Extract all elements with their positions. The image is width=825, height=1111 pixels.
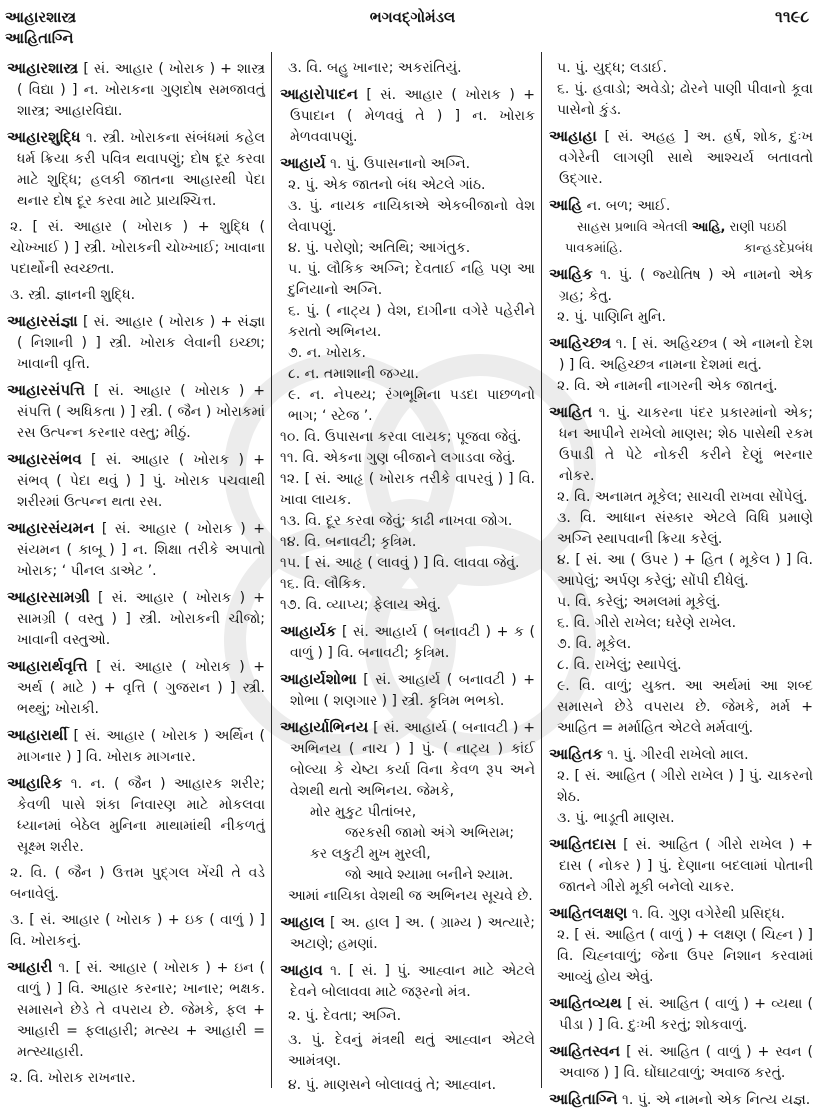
book-title: ભગવદ્ગોમંડલ bbox=[369, 8, 456, 26]
sense: ૯. ન. નેપથ્ય; રંગભૂમિના પડદા પાછળનો ભાગ; ‘ સ્ટેજ ’. bbox=[288, 387, 535, 424]
headword: આહારસંયમન bbox=[7, 519, 95, 537]
sense: ૨. વિ. એ નામની નાગરની એક જાતનું. bbox=[557, 378, 778, 394]
sense: ૪. પું. પરોણો; અતિથિ; આગંતુક. bbox=[288, 240, 471, 256]
verse-line: જરકસી જામો અંગે અભિરામ; bbox=[345, 825, 515, 841]
citation-text: સાહસ પ્રભાવિ એતલી bbox=[577, 220, 688, 235]
sense: ૧. સ્ત્રી. ખોરાકના સંબંધમાં કહેલ ધર્મ ક્રિયા કરી પવિત્ર થવાપણું; દોષ દૂર કરવા માટે શુદ્ધિ; હલકી જાતના આહારથી પેદા થનાર દોષ દૂર કરવા માટે પ્રાયશ્ચિત્ત. bbox=[17, 130, 265, 209]
entry-line bbox=[549, 993, 813, 1036]
sense: ૩. પું. દેવનું મંત્રથી થતું આહ્વાન એટલે આમંત્રણ. bbox=[288, 1032, 535, 1069]
sense: [ અ. હાલ ] અ. ( ગ્રામ્ય ) અત્યારે; અટાણે; હમણાં. bbox=[290, 915, 535, 952]
entry-line bbox=[549, 903, 813, 925]
entry-line bbox=[7, 58, 265, 122]
sense: [ સં. આહાર્ય ( બનાવટી ) + શોભા ( શણગાર ) ] સ્ત્રી. કૃત્રિમ ભભકો. bbox=[290, 672, 536, 709]
verse-note: આમાં નાયિકા વેશથી જ અભિનય સૂચવે છે. bbox=[288, 888, 533, 904]
dictionary-entry bbox=[549, 993, 813, 1036]
verse-line: કર લકુટી મુખ મુરલી, bbox=[310, 846, 431, 862]
sense: ૩. વિ. બહુ ખાનાર; અકરાંતિયું. bbox=[288, 60, 462, 76]
dictionary-entry bbox=[549, 264, 813, 328]
headword: આહારશુદ્ધિ bbox=[7, 128, 81, 146]
dictionary-entry bbox=[7, 449, 265, 513]
entry-line bbox=[549, 834, 813, 898]
entry-line bbox=[7, 311, 265, 375]
sense: ૧. પું. ચાકરના પંદર પ્રકારમાંનો એક; ધન આપીને રાખેલો માણસ; શેઠ પાસેથી રકમ ઉપાડી તે પેટે નોકરી કરીને દેણું ભરનાર નોકર. bbox=[559, 405, 813, 484]
dictionary-entry bbox=[549, 834, 813, 898]
sense: ૫. વિ. કરેલું; અમલમાં મૂકેલું. bbox=[557, 594, 721, 610]
sense: ૨. પું. એક જાતનો બંધ એટલે ગાંઠ. bbox=[288, 177, 486, 193]
verse-line: જો આવે શ્યામા બનીને શ્યામ. bbox=[345, 867, 514, 883]
headword: આહાર્યાભિનય bbox=[280, 718, 369, 736]
dictionary-entry bbox=[280, 960, 535, 1096]
entry-line bbox=[280, 960, 535, 1003]
entry-line bbox=[280, 84, 535, 148]
headword: આહિતસ્વન bbox=[549, 1042, 621, 1060]
guide-word-last: આહિતાગ્નિ bbox=[5, 29, 74, 47]
dictionary-entry bbox=[7, 656, 265, 720]
sense: [ સં. આહિત ( વાળું ) + વ્યથા ( પીડા ) ] વિ. દુઃખી કરતું; શોકવાળું. bbox=[559, 996, 814, 1033]
sense: ૨. [ સં. આહિત ( ગીરો રાખેલ ) ] પું. ચાકરનો શેઠ. bbox=[557, 768, 813, 805]
sense: [ સં. આહાર ( ખોરાક ) + અર્થ ( માટે ) + વૃત્તિ ( ગુજરાન ) ] સ્ત્રી. ભથ્થું; ખોરાકી. bbox=[17, 659, 265, 717]
dictionary-entry bbox=[549, 402, 813, 739]
sense: ૩. વિ. આધાન સંસ્કાર એટલે વિધિ પ્રમાણે અગ્નિ સ્થાપવાની ક્રિયા કરેલું. bbox=[557, 510, 813, 547]
citation-text: પાવકમાંહિ. bbox=[565, 241, 623, 256]
sense: ૪. પું. માણસને બોલાવવું તે; આહ્વાન. bbox=[288, 1077, 497, 1093]
sense: [ સં. આહાર ( ખોરાક ) + સામગ્રી ( વસ્તુ ) ] સ્ત્રી. ખોરાકની ચીજો; ખાવાની વસ્તુઓ. bbox=[17, 590, 265, 648]
dictionary-entry bbox=[280, 621, 535, 664]
sense: ૨. વિ. અનામત મૂકેલ; સાચવી રાખવા સોંપેલું. bbox=[557, 489, 808, 505]
headword: આહારસામગ્રી bbox=[7, 588, 90, 606]
sense: ૯. વિ. વાળું; યુક્ત. આ અર્થમાં આ શબ્દ સમાસને છેડે વપરાય છે. જેમકે, મર્મ + આહિત = મર્માહિત એટલે મર્મવાળું. bbox=[557, 678, 813, 736]
entry-line bbox=[7, 127, 265, 212]
headword: આહિ bbox=[549, 196, 583, 214]
sense: ૧. પું. ગીરવી રાખેલો માલ. bbox=[607, 747, 749, 763]
dictionary-entry bbox=[549, 333, 813, 397]
entry-line bbox=[549, 1041, 813, 1084]
dictionary-entry bbox=[7, 127, 265, 306]
dictionary-entry bbox=[7, 311, 265, 375]
headword: આહાહા bbox=[549, 127, 597, 145]
sense: ૧૬. વિ. લૌકિક. bbox=[280, 576, 366, 592]
entry-line bbox=[7, 957, 265, 1063]
sense: ન. બળ; આઈ. bbox=[586, 198, 671, 214]
sense: ૨. પું. પાણિનિ મુનિ. bbox=[557, 309, 666, 325]
sense: ૧૫. [ સં. આહૃ ( લાવવું ) ] વિ. લાવવા જેવું. bbox=[280, 555, 520, 571]
sense: ૧. પું. એ નામનો એક નિત્ય યજ્ઞ. bbox=[621, 1092, 811, 1108]
dictionary-entry bbox=[549, 195, 813, 259]
sense: ૨. [ સં. આહાર ( ખોરાક ) + શુદ્ધિ ( ચોખ્ખાઈ ) ] સ્ત્રી. ખોરાકની ચોખ્ખાઈ; ખાવાના પદાર્થોની સ્વચ્છતા. bbox=[10, 219, 265, 277]
dictionary-entry bbox=[280, 153, 535, 616]
headword: આહિતદાસ bbox=[549, 835, 617, 853]
entry-line bbox=[280, 912, 535, 955]
citation-line bbox=[549, 238, 813, 259]
headword: આહાર્યશોભા bbox=[280, 670, 357, 688]
entry-line bbox=[280, 153, 535, 175]
dictionary-entry bbox=[549, 1089, 813, 1111]
sense: ૩. પું. ભાડૂતી માણસ. bbox=[557, 810, 675, 826]
sense: ૮. ન. તમાશાની જગ્યા. bbox=[288, 366, 419, 382]
sense: ૧૧. વિ. એકના ગુણ બીજાને લગાડવા જેવું. bbox=[280, 450, 516, 466]
sense: ૩. [ સં. આહાર ( ખોરાક ) + ઇક ( વાળું ) ] વિ. ખોરાકનું. bbox=[10, 912, 265, 949]
entry-line bbox=[549, 1089, 813, 1111]
column-2 bbox=[280, 58, 536, 1093]
continued-entry bbox=[549, 58, 813, 121]
sense: ૩. સ્ત્રી. જ્ઞાનની શુદ્ધિ. bbox=[10, 287, 136, 303]
headword: આહારાર્થવૃત્તિ bbox=[7, 657, 88, 675]
sense: ૧૩. વિ. દૂર કરવા જેવું; કાઢી નાખવા જોગ. bbox=[280, 513, 513, 529]
headword: આહારોપાદન bbox=[280, 85, 358, 103]
headword: આહાવ bbox=[280, 961, 323, 979]
headword: આહારિક bbox=[7, 774, 63, 792]
entry-line bbox=[7, 449, 265, 513]
dictionary-entry bbox=[7, 773, 265, 952]
sense: ૬. પું. ( નાટ્ય ) વેશ, દાગીના વગેરે પહેરીને કરાતો અભિનય. bbox=[288, 303, 535, 340]
headword: આહાલ bbox=[280, 913, 325, 931]
sense: ૨. વિ. ખોરાક રાખનાર. bbox=[10, 1070, 136, 1086]
sense: [ સં. આહાર ( ખોરાક ) + સંયમન ( કાબૂ ) ] ન. શિક્ષા તરીકે અપાતો ખોરાક; ‘ પીનલ ડાએટ ’. bbox=[17, 521, 265, 579]
entry-line bbox=[280, 621, 535, 664]
sense: ૧. [ સં. આહાર ( ખોરાક ) + ઇન ( વાળું ) ] વિ. આહાર કરનાર; ખાનાર; ભક્ષક. સમાસને છેડે તે વપરાય છે. જેમકે, ફલ + આહારી = ફલાહારી; મત્સ્ય + આહારી = મત્સ્યાહારી. bbox=[17, 960, 265, 1060]
entry-line bbox=[280, 669, 535, 712]
headword: આહારશાસ્ત્ર bbox=[7, 59, 79, 77]
sense: ૧૨. [ સં. આહૃ ( ખોરાક તરીકે વાપરવું ) ] વિ. ખાવા લાયક. bbox=[280, 471, 535, 508]
dictionary-entry bbox=[280, 717, 535, 907]
sense: ૧. પું. ઉપાસનાનો અગ્નિ. bbox=[330, 156, 471, 172]
citation-line bbox=[549, 217, 813, 238]
dictionary-entry bbox=[549, 744, 813, 829]
citation-source: કાન્હડદેપ્રબંધ bbox=[743, 241, 813, 256]
sense: [ સં. આહાર ( ખોરાક ) + સંભવ્ ( પેદા થવું ) ] પું. ખોરાક પચવાથી શરીરમાં ઉત્પન્ન થતા રસ. bbox=[17, 452, 265, 510]
sense: ૧. પું. ( જ્યોતિષ ) એ નામનો એક ગ્રહ; કેતુ. bbox=[559, 267, 813, 304]
sense: ૭. વિ. મૂકેલ. bbox=[557, 636, 632, 652]
dictionary-entry bbox=[549, 126, 813, 190]
entry-line bbox=[549, 333, 813, 376]
entry-line bbox=[7, 725, 265, 768]
entry-line bbox=[7, 518, 265, 582]
sense: ૨. પું. દેવતા; અગ્નિ. bbox=[288, 1008, 402, 1024]
continued-entry bbox=[280, 58, 535, 79]
dictionary-entry bbox=[280, 912, 535, 955]
dictionary-entry bbox=[280, 669, 535, 712]
page-number: ૧૧૯૮ bbox=[775, 7, 809, 26]
sense: ૫. પું. લૌકિક અગ્નિ; દેવતાઈ નહિ પણ આ દુનિયાનો અગ્નિ. bbox=[288, 261, 535, 298]
sense: ૨. વિ. ( જૈન ) ઉત્તમ પુદ્ગલ ખેંચી તે વડે બનાવેલું. bbox=[10, 865, 265, 902]
sense: ૧૭. વિ. વ્યાપ્ય; ફેલાય એવું. bbox=[280, 597, 441, 613]
dictionary-entry bbox=[549, 1041, 813, 1084]
sense: ૧. ન. ( જૈન ) આહારક શરીર; કેવળી પાસે શંકા નિવારણ માટે મોકલવા ધ્યાનમાં બેઠેલ મુનિના માથામાંથી નીકળતું સૂક્ષ્મ શરીર. bbox=[17, 776, 266, 855]
headword: આહિક bbox=[549, 265, 593, 283]
entry-line bbox=[280, 717, 535, 802]
dictionary-entry bbox=[7, 380, 265, 444]
headword: આહિત bbox=[549, 403, 593, 421]
dictionary-entry bbox=[549, 903, 813, 988]
sense: ૬. પું. હવાડો; અવેડો; ઢોરને પાણી પીવાનો કૂવા પાસેનો કુંડ. bbox=[557, 81, 813, 118]
headword: આહારી bbox=[7, 958, 53, 976]
sense: ૩. પું. નાયક નાયિકાએ એકબીજાનો વેશ લેવાપણું. bbox=[288, 198, 535, 235]
sense: [ સં. આહાર્ય ( બનાવટી ) + ક ( વાળું ) ] વિ. બનાવટી; કૃત્રિમ. bbox=[290, 624, 535, 661]
verse-line: મોર મુકુટ પીતાંબર, bbox=[310, 804, 417, 820]
headword: આહાર્યક bbox=[280, 622, 337, 640]
dictionary-entry bbox=[280, 84, 535, 148]
headword: આહારસંપત્તિ bbox=[7, 381, 85, 399]
sense: ૧૦. વિ. ઉપાસના કરવા લાયક; પૂજવા જેવું. bbox=[280, 429, 522, 445]
headword: આહિતક bbox=[549, 745, 603, 763]
headword: આહિચ્છત્ર bbox=[549, 334, 611, 352]
sense: ૧૪. વિ. બનાવટી; કૃત્રિમ. bbox=[280, 534, 417, 550]
sense: ૧. [ સં. ] પું. આહ્વાન માટે એટલે દેવને બોલાવવા માટે જરૂરનો મંત્ર. bbox=[290, 963, 535, 1000]
entry-line bbox=[7, 380, 265, 444]
citation-text: રાણી પઇઠી bbox=[729, 220, 787, 235]
sense: [ સં. આહાર ( ખોરાક ) + સંજ્ઞા ( નિશાની ) ] સ્ત્રી. ખોરાક લેવાની ઇચ્છા; ખાવાની વૃત્તિ. bbox=[17, 314, 265, 372]
entry-line bbox=[549, 402, 813, 487]
headword: આહિતવ્યથ bbox=[549, 994, 622, 1012]
column-1 bbox=[7, 58, 265, 1090]
headword: આહિતાગ્નિ bbox=[549, 1090, 618, 1108]
sense: [ સં. આહાર ( ખોરાક ) અર્થિન ( માગનાર ) ] વિ. ખોરાક માગનાર. bbox=[17, 728, 265, 765]
headword: આહારસંજ્ઞા bbox=[7, 312, 78, 330]
headword: આહિતલક્ષણ bbox=[549, 904, 628, 922]
sense: [ સં. અહહ ] અ. હર્ષ, શોક, દુઃખ વગેરેની લાગણી સાથે આશ્ચર્ય બતાવતો ઉદ્ગાર. bbox=[559, 129, 813, 187]
column-divider bbox=[541, 52, 542, 1088]
headword: આહાર્ય bbox=[280, 154, 326, 172]
headword: આહારાર્થી bbox=[7, 726, 68, 744]
sense: [ સં. આહિત ( વાળું ) + સ્વન ( અવાજ ) ] વિ. ઘોંઘાટવાળું; અવાજ કરતું. bbox=[559, 1044, 813, 1081]
dictionary-entry bbox=[7, 725, 265, 768]
sense: ૨. [ સં. આહિત ( વાળું ) + લક્ષણ ( ચિહ્ન ) ] વિ. ચિહ્નવાળું; જેના ઉપર નિશાન કરવામાં આવ્યું હોય એવું. bbox=[557, 927, 813, 985]
sense: ૪. [ સં. આ ( ઉપર ) + હિત ( મૂકેલ ) ] વિ. આપેલું; અર્પણ કરેલું; સોંપી દીધેલું. bbox=[557, 552, 813, 589]
dictionary-entry bbox=[7, 957, 265, 1089]
entry-line bbox=[7, 587, 265, 651]
column-divider bbox=[271, 52, 272, 1088]
sense: ૫. પું. યુદ્ધ; લડાઈ. bbox=[557, 60, 667, 76]
sense: ૮. વિ. રાખેલું; સ્થાપેલું. bbox=[557, 657, 682, 673]
sense: ૬. વિ. ગીરો રાખેલ; ઘરેણે રાખેલ. bbox=[557, 615, 737, 631]
entry-line bbox=[549, 126, 813, 190]
headword: આહારસંભવ bbox=[7, 450, 82, 468]
entry-line bbox=[549, 264, 813, 307]
entry-line bbox=[549, 744, 813, 766]
citation-emphasis: આહિ, bbox=[691, 220, 726, 235]
sense: ૧. વિ. ગુણ વગેરેથી પ્રસિદ્ધ. bbox=[631, 906, 785, 922]
sense: [ સં. આહાર ( ખોરાક ) + સંપત્તિ ( અધિકતા ) ] સ્ત્રી. ( જૈન ) ખોરાકમાં રસ ઉત્પન્ન કરનાર વસ્તુ; મીઠું. bbox=[17, 383, 265, 441]
dictionary-entry bbox=[7, 587, 265, 651]
entry-line bbox=[7, 773, 265, 858]
entry-line bbox=[549, 195, 813, 217]
dictionary-entry bbox=[7, 518, 265, 582]
sense: [ સં. આહાર ( ખોરાક ) + ઉપાદાન ( મેળવવું તે ) ] ન. ખોરાક મેળવવાપણું. bbox=[290, 87, 535, 145]
sense: [ સં. આહાર ( ખોરાક ) + શાસ્ત્ર ( વિદ્યા ) ] ન. ખોરાકના ગુણદોષ સમજાવતું શાસ્ત્ર; આહારવિદ્યા. bbox=[17, 61, 266, 119]
entry-line bbox=[7, 656, 265, 720]
sense: [ સં. આહિત ( ગીરો રાખેલ ) + દાસ ( નોકર ) ] પું. દેણાના બદલામાં પોતાની જાતને ગીરો મૂકી બનેલો ચાકર. bbox=[559, 837, 813, 895]
sense: ૭. ન. ખોરાક. bbox=[288, 345, 366, 361]
guide-word-first: આહારશાસ્ત્ર bbox=[5, 8, 77, 26]
sense: [ સં. આહાર્ય ( બનાવટી ) + અભિનય ( નાચ ) ] પું. ( નાટ્ય ) કાંઈ બોલ્યા કે ચેષ્ટા કર્યા વિના કેવળ રૂપ અને વેશથી થતો અભિનય. જેમકે, bbox=[290, 720, 535, 799]
column-3 bbox=[549, 58, 814, 1108]
sense: ૧. [ સં. અહિચ્છત્ર ( એ નામનો દેશ ) ] વિ. અહિચ્છત્ર નામના દેશમાં થતું. bbox=[559, 336, 813, 373]
dictionary-entry bbox=[7, 58, 265, 122]
